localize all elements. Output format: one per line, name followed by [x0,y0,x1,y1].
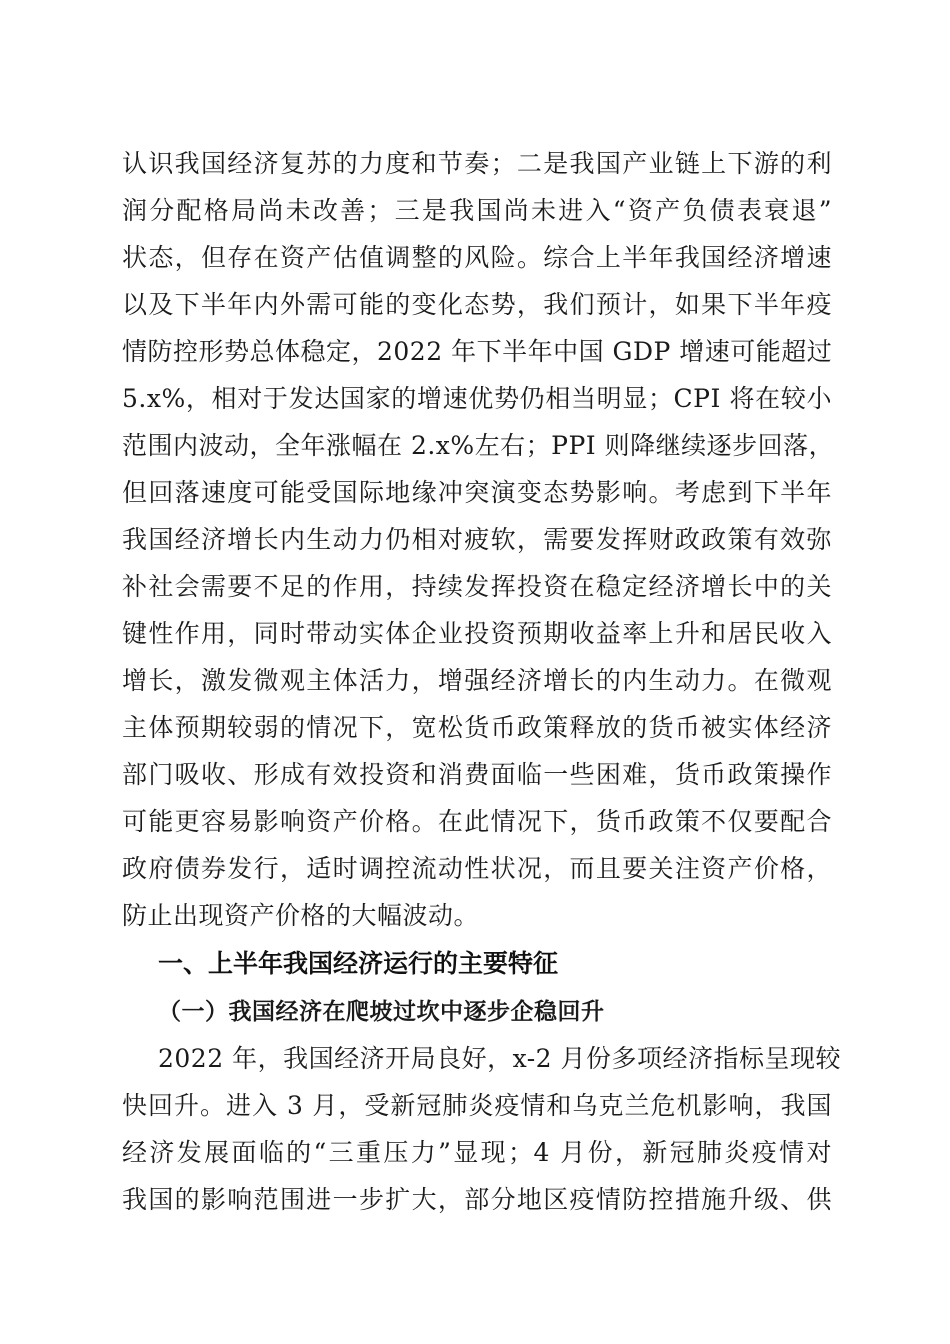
paragraph-1-line-13: 主体预期较弱的情况下，宽松货币政策释放的货币被实体经济 [122,713,832,742]
paragraph-1-line-9: 我国经济增长内生动力仍相对疲软，需要发挥财政政策有效弥 [122,525,832,554]
paragraph-1-line-4: 以及下半年内外需可能的变化态势，我们预计，如果下半年疫 [122,290,832,319]
paragraph-1-line-8: 但回落速度可能受国际地缘冲突演变态势影响。考虑到下半年 [122,478,832,507]
paragraph-1-line-12: 增长，激发微观主体活力，增强经济增长的内生动力。在微观 [122,666,832,695]
paragraph-1-line-16: 政府债券发行，适时调控流动性状况，而且要关注资产价格， [122,854,832,883]
paragraph-1-line-14: 部门吸收、形成有效投资和消费面临一些困难，货币政策操作 [122,760,832,789]
paragraph-1-line-17: 防止出现资产价格的大幅波动。 [122,901,480,930]
paragraph-1-line-6: 5.x%，相对于发达国家的增速优势仍相当明显；CPI 将在较小 [122,384,832,413]
paragraph-1-line-2: 润分配格局尚未改善；三是我国尚未进入“资产负债表衰退” [122,196,832,225]
subsection-heading: （一）我国经济在爬坡过坎中逐步企稳回升 [158,998,605,1025]
paragraph-2-line-3: 经济发展面临的“三重压力”显现；4 月份，新冠肺炎疫情对 [122,1138,832,1167]
paragraph-2-line-2: 快回升。进入 3 月，受新冠肺炎疫情和乌克兰危机影响，我国 [122,1091,832,1120]
paragraph-1-line-7: 范围内波动，全年涨幅在 2.x%左右；PPI 则降继续逐步回落， [122,431,835,460]
paragraph-1-line-11: 键性作用，同时带动实体企业投资预期收益率上升和居民收入 [122,619,832,648]
paragraph-1-line-3: 状态，但存在资产估值调整的风险。综合上半年我国经济增速 [122,243,832,272]
paragraph-1-line-1: 认识我国经济复苏的力度和节奏；二是我国产业链上下游的利 [122,149,832,178]
paragraph-1-line-5: 情防控形势总体稳定，2022 年下半年中国 GDP 增速可能超过 [122,337,833,366]
section-heading: 一、上半年我国经济运行的主要特征 [158,949,559,978]
paragraph-2-line-4: 我国的影响范围进一步扩大，部分地区疫情防控措施升级、供 [122,1185,832,1214]
paragraph-2-line-1: 2022 年，我国经济开局良好，x-2 月份多项经济指标呈现较 [158,1044,842,1073]
paragraph-1-line-10: 补社会需要不足的作用，持续发挥投资在稳定经济增长中的关 [122,572,832,601]
paragraph-1-line-15: 可能更容易影响资产价格。在此情况下，货币政策不仅要配合 [122,807,832,836]
